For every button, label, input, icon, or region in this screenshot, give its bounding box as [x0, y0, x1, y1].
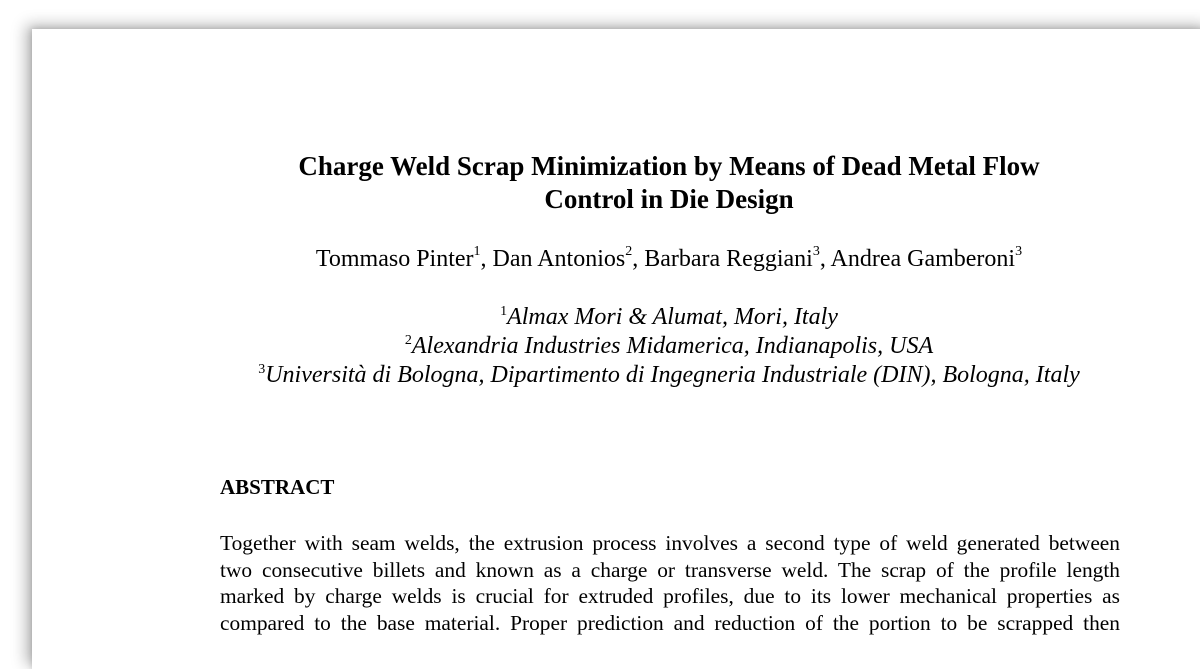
abstract-body [220, 530, 1120, 636]
paper-title-line-1: Charge Weld Scrap Minimization by Means of Dead Metal Flow [298, 151, 1040, 181]
abstract-line: marked by charge welds is crucial for extruded profiles, due to its lower mechanical properties as [220, 584, 1120, 608]
author-affiliation-mark: 3 [812, 244, 820, 259]
affiliation-number: 3 [258, 362, 266, 377]
affiliation-line [0, 332, 1200, 361]
author-name: Dan Antonios [492, 246, 626, 272]
affiliation-text: Alexandria Industries Midamerica, Indianapolis, USA [411, 333, 934, 359]
paper-title-line-2: Control in Die Design [544, 184, 794, 214]
affiliation-line [0, 361, 1200, 390]
author-name: Andrea Gamberoni [830, 246, 1016, 272]
abstract-line: two consecutive billets and known as a charge or transverse weld. The scrap of the profile length [220, 557, 1120, 582]
affiliation-line [0, 303, 1200, 332]
author-separator: , [480, 246, 493, 272]
author-separator: , [819, 246, 831, 272]
affiliation-number: 2 [404, 333, 412, 348]
affiliation-number: 1 [500, 304, 508, 319]
affiliation-text: Almax Mori & Alumat, Mori, Italy [507, 304, 838, 330]
author-separator: , [632, 246, 645, 272]
abstract-line: Together with seam welds, the extrusion process involves a second type of weld generated between [220, 531, 1120, 555]
author-name: Barbara Reggiani [644, 246, 813, 272]
abstract-line: compared to the base material. Proper prediction and reduction of the portion to be scrapped then [220, 610, 1120, 635]
abstract-heading: ABSTRACT [220, 475, 335, 499]
author-affiliation-mark: 2 [625, 244, 633, 259]
author-affiliation-mark: 3 [1015, 244, 1023, 259]
author-list [0, 244, 1200, 274]
author-name: Tommaso Pinter [315, 246, 474, 272]
affiliation-text: Università di Bologna, Dipartimento di Ingegneria Industriale (DIN), Bologna, Italy [265, 362, 1080, 388]
author-affiliation-mark: 1 [473, 244, 481, 259]
